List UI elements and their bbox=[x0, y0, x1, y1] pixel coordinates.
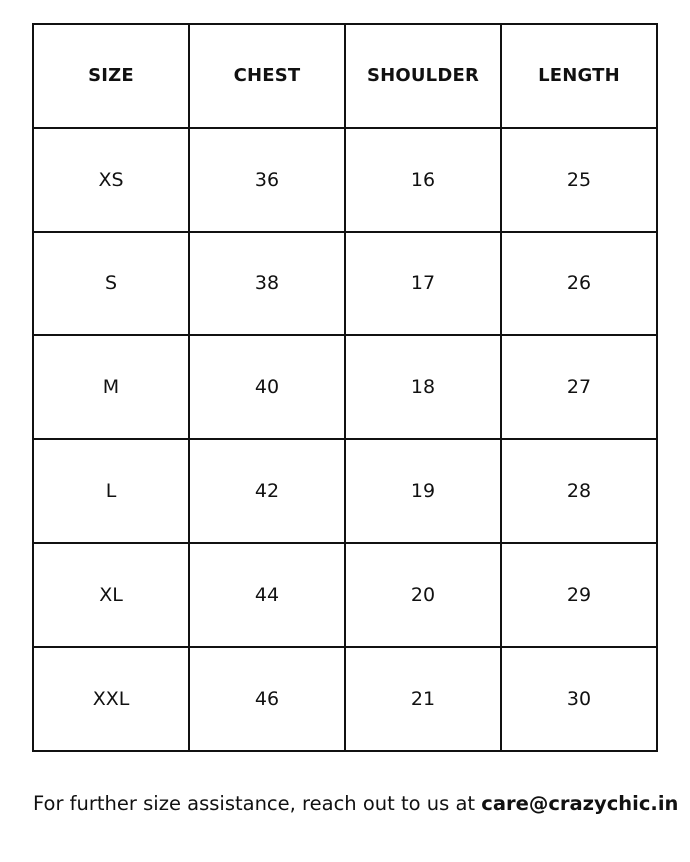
table-row bbox=[33, 647, 657, 751]
cell-length: 26 bbox=[501, 232, 657, 336]
cell-shoulder: 17 bbox=[345, 232, 501, 336]
cell-shoulder: 19 bbox=[345, 439, 501, 543]
table-row bbox=[33, 232, 657, 336]
cell-shoulder: 20 bbox=[345, 543, 501, 647]
cell-length: 30 bbox=[501, 647, 657, 751]
cell-size: XL bbox=[33, 543, 189, 647]
cell-chest: 38 bbox=[189, 232, 345, 336]
size-chart-table bbox=[32, 23, 658, 752]
cell-length: 29 bbox=[501, 543, 657, 647]
cell-size: XXL bbox=[33, 647, 189, 751]
cell-size: L bbox=[33, 439, 189, 543]
header-length: LENGTH bbox=[501, 24, 657, 128]
header-size: SIZE bbox=[33, 24, 189, 128]
header-shoulder: SHOULDER bbox=[345, 24, 501, 128]
support-email[interactable]: care@crazychic.in bbox=[481, 792, 679, 815]
cell-chest: 40 bbox=[189, 335, 345, 439]
cell-size: S bbox=[33, 232, 189, 336]
table-header-row bbox=[33, 24, 657, 128]
cell-shoulder: 21 bbox=[345, 647, 501, 751]
cell-chest: 44 bbox=[189, 543, 345, 647]
table-row bbox=[33, 335, 657, 439]
cell-chest: 36 bbox=[189, 128, 345, 232]
cell-chest: 46 bbox=[189, 647, 345, 751]
cell-shoulder: 18 bbox=[345, 335, 501, 439]
cell-size: M bbox=[33, 335, 189, 439]
table-row bbox=[33, 439, 657, 543]
cell-length: 28 bbox=[501, 439, 657, 543]
header-chest: CHEST bbox=[189, 24, 345, 128]
cell-length: 25 bbox=[501, 128, 657, 232]
cell-chest: 42 bbox=[189, 439, 345, 543]
cell-size: XS bbox=[33, 128, 189, 232]
size-assistance-note bbox=[33, 792, 679, 815]
table-row bbox=[33, 128, 657, 232]
cell-shoulder: 16 bbox=[345, 128, 501, 232]
cell-length: 27 bbox=[501, 335, 657, 439]
footer-text: For further size assistance, reach out to us at bbox=[33, 792, 482, 815]
table-row bbox=[33, 543, 657, 647]
